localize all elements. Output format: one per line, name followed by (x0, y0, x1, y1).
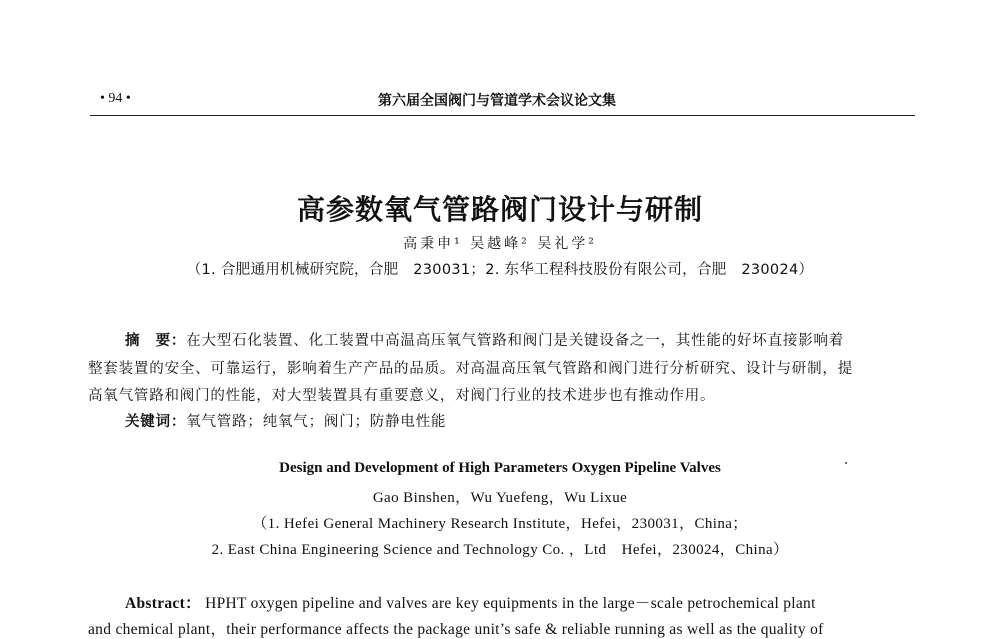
header-rule (90, 115, 915, 116)
abstract-cn-label: 摘 要： (125, 333, 187, 349)
running-header: 第六届全国阀门与管道学术会议论文集 (378, 93, 616, 109)
keywords-cn-label: 关键词： (125, 414, 187, 430)
abstract-en-text: HPHT oxygen pipeline and valves are key equipments in the large－scale petrochemical plant (205, 595, 816, 612)
abstract-en-line-2: and chemical plant，their performance affects the package unit’s safe & reliable running as well as the quality of (88, 621, 824, 638)
keywords-cn-text: 氧气管路；纯氧气；阀门；防静电性能 (186, 414, 447, 430)
authors-en: Gao Binshen，Wu Yuefeng，Wu Lixue (372, 490, 628, 506)
abstract-cn-line-3: 高氧气管路和阀门的性能，对大型装置具有重要意义，对阀门行业的技术进步也有推动作用。 (88, 388, 716, 404)
abstract-cn-text: 在大型石化装置、化工装置中高温高压氧气管路和阀门是关键设备之一，其性能的好坏直接影响着 (186, 333, 845, 349)
paper-title-cn: 高参数氧气管路阀门设计与研制 (296, 193, 703, 226)
page-number: • 94 • (100, 91, 131, 106)
paper-title-en: Design and Development of High Parameters Oxygen Pipeline Valves (279, 460, 721, 476)
affiliations-cn: （1. 合肥通用机械研究院，合肥 230031；2. 东华工程科技股份有限公司，合肥 230024） (186, 262, 814, 278)
scan-speck (845, 462, 847, 464)
affiliation-en-1: （1. Hefei General Machinery Research Institute，Hefei，230031，China； (252, 516, 748, 532)
abstract-cn-line-2: 整套装置的安全、可靠运行，影响着生产产品的品质。对高温高压氧气管路和阀门进行分析研究、设计与研制，提 (88, 361, 853, 377)
abstract-en-line-1 (125, 591, 955, 613)
keywords-cn (125, 410, 955, 431)
affiliation-en-2: 2. East China Engineering Science and Technology Co. ，Ltd Hefei，230024，China） (211, 542, 789, 558)
authors-cn: 高秉申¹ 吴越峰² 吴礼学² (403, 236, 597, 252)
abstract-cn-line-1 (125, 329, 955, 350)
abstract-en-label: Abstract： (125, 595, 201, 612)
